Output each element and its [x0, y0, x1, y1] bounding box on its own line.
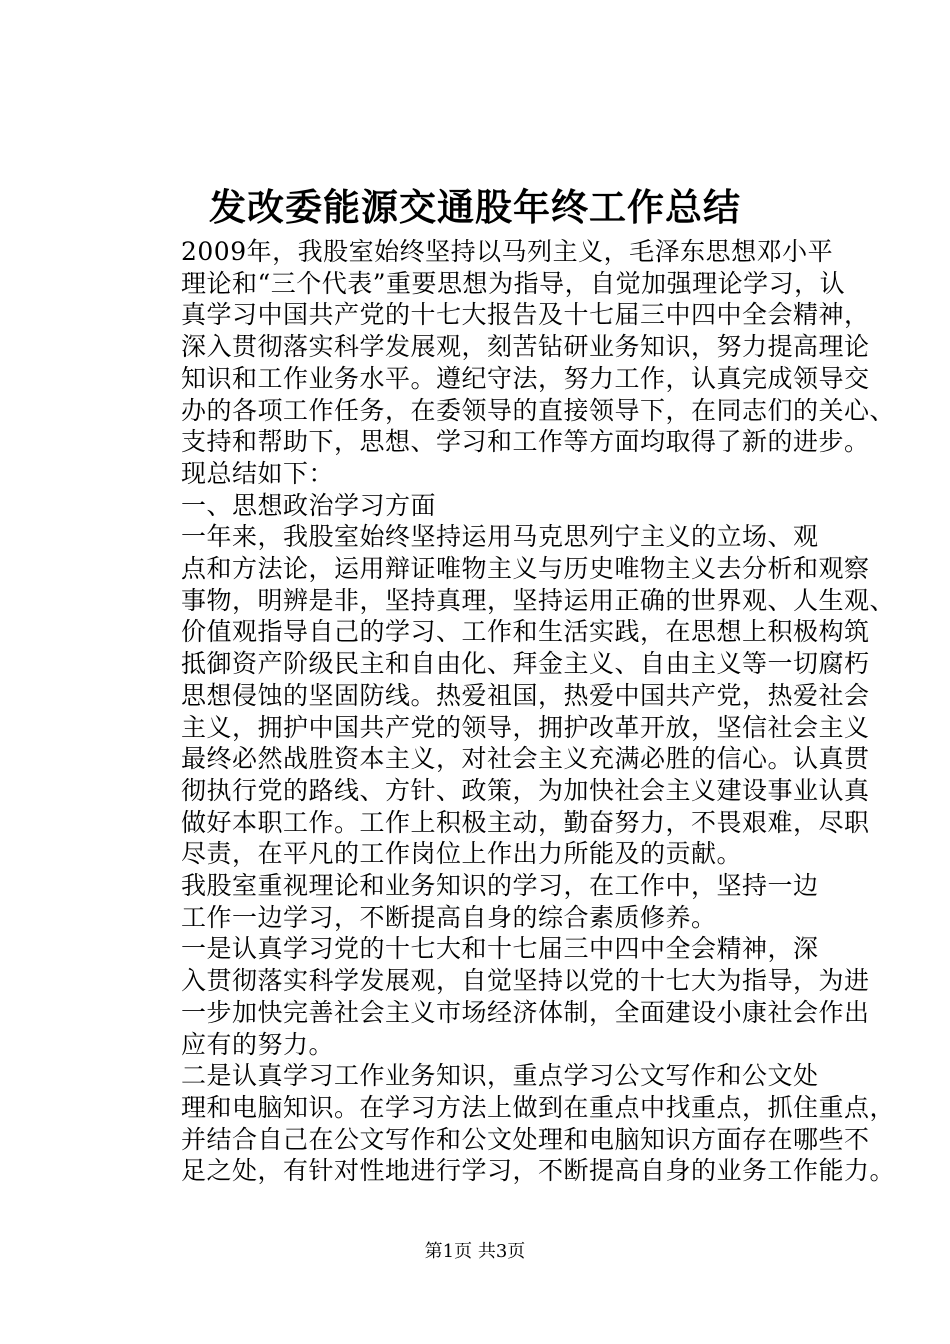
text-line: 知识和工作业务水平。遵纪守法，努力工作，认真完成领导交 — [181, 363, 870, 393]
paragraph-point-two — [131, 1060, 896, 1187]
paragraph-intro — [131, 236, 896, 490]
text-line: 足之处，有针对性地进行学习，不断提高自身的业务工作能力。 — [181, 1156, 896, 1186]
document-title: 发改委能源交通股年终工作总结 — [209, 185, 741, 229]
text-line: 一是认真学习党的十七大和十七届三中四中全会精神，深 — [181, 934, 819, 964]
paragraph-political-study — [131, 521, 896, 870]
text-line: 思想侵蚀的坚固防线。热爱祖国，热爱中国共产党，热爱社会 — [181, 680, 870, 710]
text-line: 价值观指导自己的学习、工作和生活实践，在思想上积极构筑 — [181, 617, 870, 647]
text-line: 彻执行党的路线、方针、政策，为加快社会主义建设事业认真 — [181, 775, 870, 805]
text-line: 点和方法论，运用辩证唯物主义与历史唯物主义去分析和观察 — [181, 554, 870, 584]
text-line: 抵御资产阶级民主和自由化、拜金主义、自由主义等一切腐朽 — [181, 649, 870, 679]
text-line: 尽责，在平凡的工作岗位上作出力所能及的贡献。 — [181, 839, 743, 869]
paragraph-point-one — [131, 933, 870, 1060]
text-line: 二是认真学习工作业务知识，重点学习公文写作和公文处 — [181, 1061, 819, 1091]
page-number-footer: 第1页 共3页 — [424, 1241, 526, 1262]
text-line: 并结合自己在公文写作和公文处理和电脑知识方面存在哪些不 — [181, 1124, 870, 1154]
text-line: 工作一边学习，不断提高自身的综合素质修养。 — [181, 902, 717, 932]
text-line: 2009年，我股室始终坚持以马列主义，毛泽东思想邓小平 — [181, 237, 834, 266]
text-line: 应有的努力。 — [181, 1029, 335, 1059]
text-line: 一步加快完善社会主义市场经济体制，全面建设小康社会作出 — [181, 997, 870, 1027]
paragraph-study-emphasis — [131, 870, 831, 933]
section-heading — [131, 490, 831, 522]
document-body — [131, 236, 896, 1187]
text-line: 现总结如下： — [181, 458, 335, 488]
text-line: 主义，拥护中国共产党的领导，拥护改革开放，坚信社会主义 — [181, 712, 870, 742]
text-line: 办的各项工作任务，在委领导的直接领导下，在同志们的关心、 — [181, 395, 896, 425]
text-line: 我股室重视理论和业务知识的学习，在工作中，坚持一边 — [181, 871, 819, 901]
text-line: 做好本职工作。工作上积极主动，勤奋努力，不畏艰难，尽职 — [181, 807, 870, 837]
text-line: 入贯彻落实科学发展观，自觉坚持以党的十七大为指导，为进 — [181, 966, 870, 996]
text-line: 最终必然战胜资本主义，对社会主义充满必胜的信心。认真贯 — [181, 744, 870, 774]
text-line: 事物，明辨是非，坚持真理，坚持运用正确的世界观、人生观、 — [181, 585, 896, 615]
text-line: 深入贯彻落实科学发展观，刻苦钻研业务知识，努力提高理论 — [181, 332, 870, 362]
text-line: 支持和帮助下，思想、学习和工作等方面均取得了新的进步。 — [181, 427, 870, 457]
text-line: 一年来，我股室始终坚持运用马克思列宁主义的立场、观 — [181, 522, 819, 552]
text-line: 理和电脑知识。在学习方法上做到在重点中找重点，抓住重点， — [181, 1092, 896, 1122]
text-line: 真学习中国共产党的十七大报告及十七届三中四中全会精神， — [181, 300, 870, 330]
text-line: 理论和“三个代表”重要思想为指导，自觉加强理论学习，认 — [181, 268, 846, 298]
text-line: 一、思想政治学习方面 — [181, 490, 437, 520]
